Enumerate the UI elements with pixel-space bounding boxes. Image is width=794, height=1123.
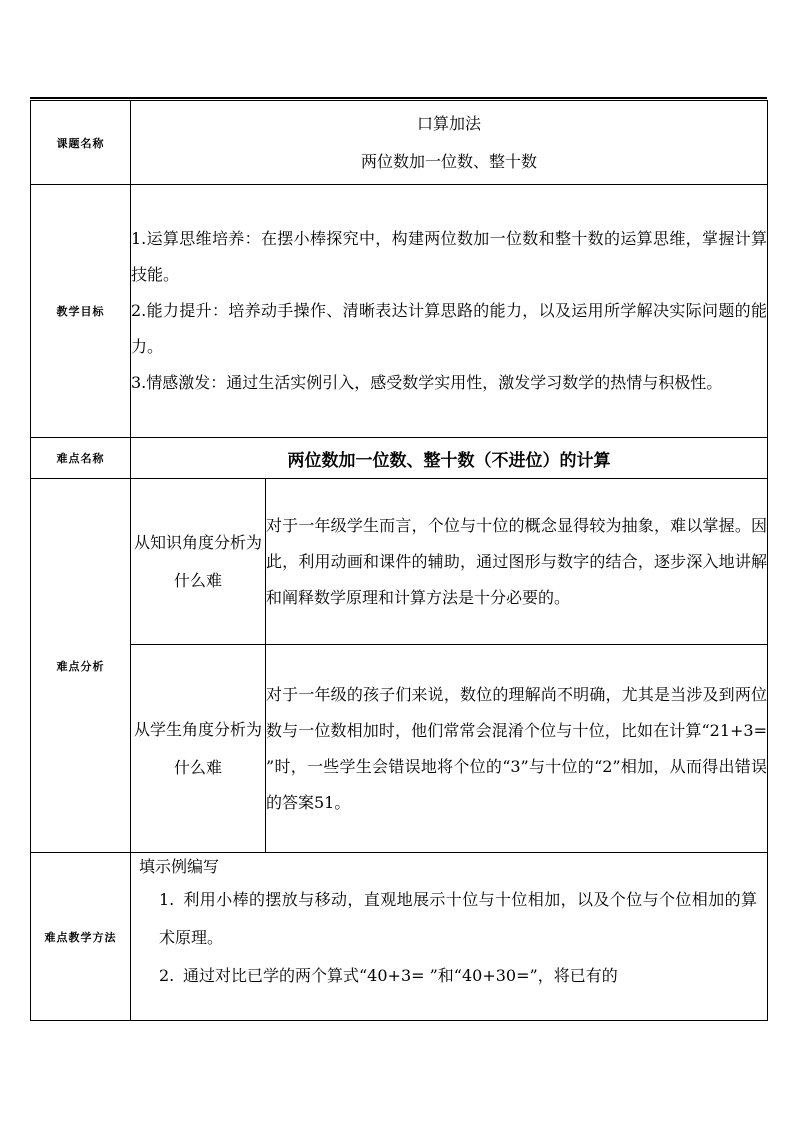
label-lesson-title: 课题名称 bbox=[31, 101, 131, 185]
row-teaching-method bbox=[31, 853, 768, 1021]
student-angle-text: 对于一年级的孩子们来说，数位的理解尚不明确，尤其是当涉及到两位数与一位数相加时，他们常常会混淆个位与十位，比如在计算“21+3= ”时，一些学生会错误地将个位的“3”与十位的“2”相加，从而得出错误的答案51。 bbox=[266, 645, 768, 853]
student-angle-label: 从学生角度分析为什么难 bbox=[131, 645, 266, 853]
lesson-plan-table bbox=[30, 100, 768, 1021]
label-difficulty-analysis: 难点分析 bbox=[31, 479, 131, 853]
label-teaching-method: 难点教学方法 bbox=[31, 853, 131, 1021]
label-teaching-goals: 教学目标 bbox=[31, 185, 131, 438]
goal-item: 3.情感激发：通过生活实例引入，感受数学实用性，激发学习数学的热情与积极性。 bbox=[131, 373, 723, 392]
difficulty-name-value: 两位数加一位数、整十数（不进位）的计算 bbox=[131, 438, 768, 479]
knowledge-angle-label: 从知识角度分析为什么难 bbox=[131, 479, 266, 645]
teaching-method-cell bbox=[131, 853, 768, 1021]
lesson-title: 口算加法 bbox=[417, 113, 482, 133]
row-lesson-title bbox=[31, 101, 768, 185]
method-item-number: 2. bbox=[159, 966, 175, 985]
row-difficulty-analysis-knowledge bbox=[31, 479, 768, 645]
label-difficulty-name: 难点名称 bbox=[31, 438, 131, 479]
lesson-title-cell bbox=[131, 101, 768, 185]
method-item-text: 利用小棒的摆放与移动，直观地展示十位与十位相加，以及个位与个位相加的算术原理。 bbox=[159, 890, 758, 947]
goal-item: 1.运算思维培养：在摆小棒探究中，构建两位数加一位数和整十数的运算思维，掌握计算技能。 bbox=[131, 229, 768, 284]
method-item bbox=[131, 957, 767, 995]
lesson-subtitle: 两位数加一位数、整十数 bbox=[361, 151, 538, 171]
method-item-text: 通过对比已学的两个算式“40+3= ”和“40+30=”，将已有的 bbox=[183, 966, 618, 985]
method-item-number: 1. bbox=[159, 890, 175, 909]
teaching-goals-cell bbox=[131, 185, 768, 438]
row-difficulty-analysis-student bbox=[31, 645, 768, 853]
goal-item: 2.能力提升：培养动手操作、清晰表达计算思路的能力，以及运用所学解决实际问题的能力。 bbox=[131, 301, 768, 356]
row-teaching-goals bbox=[31, 185, 768, 438]
knowledge-angle-text: 对于一年级学生而言，个位与十位的概念显得较为抽象，难以掌握。因此，利用动画和课件的辅助，通过图形与数字的结合，逐步深入地讲解和阐释数学原理和计算方法是十分必要的。 bbox=[266, 479, 768, 645]
top-rule bbox=[30, 97, 767, 99]
row-difficulty-name bbox=[31, 438, 768, 479]
method-heading: 填示例编写 bbox=[139, 857, 220, 876]
method-item bbox=[131, 881, 767, 957]
